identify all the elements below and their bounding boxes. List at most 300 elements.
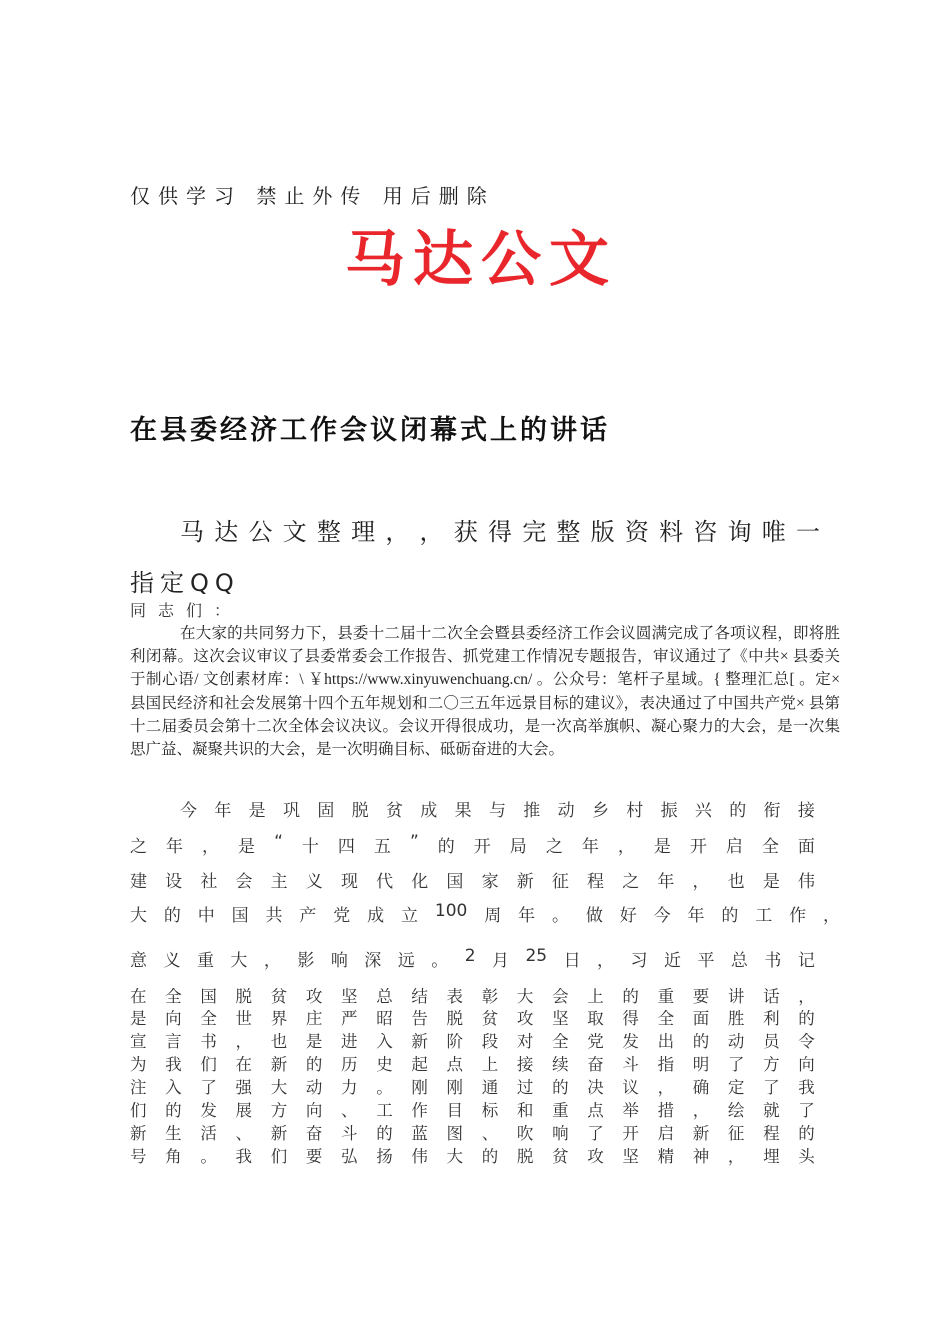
glyph: 伟 (411, 1147, 428, 1166)
glyph: 举 (622, 1101, 639, 1120)
glyph: 响 (552, 1124, 569, 1143)
glyph: 伟 (797, 872, 815, 892)
glyph: ， (657, 1078, 675, 1097)
glyph: 脱 (351, 801, 369, 821)
glyph: 的 (376, 1124, 393, 1143)
glyph: 共 (265, 906, 283, 926)
glyph: 的 (552, 1078, 569, 1097)
glyph: 达 (214, 518, 239, 546)
glyph: 成 (420, 801, 438, 821)
glyph: 推 (523, 801, 541, 821)
glyph: 现 (340, 872, 358, 892)
glyph: 完 (522, 518, 547, 546)
glyph: 之 (622, 872, 640, 892)
glyph: 续 (552, 1055, 569, 1074)
glyph: ， (597, 951, 615, 971)
glyph: ， (419, 518, 444, 546)
glyph: 的 (798, 1009, 815, 1028)
glyph: 脱 (235, 987, 253, 1006)
glyph: 员 (763, 1032, 780, 1051)
glyph: 全 (200, 1009, 217, 1028)
glyph: 十 (301, 837, 319, 857)
glyph: 是 (248, 801, 266, 821)
glyph: 、 (235, 1124, 253, 1143)
glyph: 书 (764, 951, 782, 971)
glyph: 们 (200, 1055, 217, 1074)
glyph: 是 (762, 872, 780, 892)
glyph: 刚 (446, 1078, 464, 1097)
glyph: 全 (552, 1032, 569, 1051)
glyph: 立 (401, 906, 418, 926)
glyph: 目 (446, 1101, 464, 1120)
glyph: 严 (341, 1009, 358, 1028)
glyph: 脱 (516, 1147, 534, 1166)
glyph: 的 (437, 837, 455, 857)
glyph: 询 (727, 518, 752, 546)
glyph: 启 (725, 837, 743, 857)
glyph: 咨 (693, 518, 718, 546)
glyph: 定 (727, 1078, 745, 1097)
glyph: 攻 (587, 1147, 604, 1166)
glyph: 就 (763, 1101, 780, 1120)
glyph: 固 (317, 801, 335, 821)
glyph: 影 (297, 951, 315, 971)
glyph: 向 (305, 1101, 323, 1120)
glyph: 程 (763, 1124, 780, 1143)
glyph: 开 (473, 837, 491, 857)
glyph: 村 (626, 801, 644, 821)
glyph: 了 (587, 1124, 604, 1143)
glyph: 力 (341, 1078, 358, 1097)
glyph: 党 (587, 1032, 604, 1051)
glyph: ” (409, 832, 419, 852)
body-line-6 (130, 983, 815, 1007)
glyph: 扬 (376, 1147, 393, 1166)
glyph: 阶 (446, 1032, 464, 1051)
glyph: 了 (727, 1055, 745, 1074)
glyph: 向 (798, 1055, 815, 1074)
glyph: 对 (516, 1032, 534, 1051)
glyph: 党 (333, 906, 351, 926)
glyph: 新 (692, 1124, 710, 1143)
glyph: 贫 (270, 987, 288, 1006)
glyph: 的 (721, 906, 739, 926)
glyph: 唯 (761, 518, 786, 546)
glyph: 全 (657, 1009, 675, 1028)
glyph: 今 (180, 801, 197, 821)
glyph: 吹 (516, 1124, 534, 1143)
glyph: 言 (165, 1032, 182, 1051)
glyph: 面 (797, 837, 815, 857)
glyph: 工 (755, 906, 773, 926)
glyph: 周 (484, 906, 502, 926)
glyph: 入 (165, 1078, 182, 1097)
glyph: 也 (270, 1032, 288, 1051)
glyph: 全 (761, 837, 779, 857)
glyph: 大 (270, 1078, 288, 1097)
glyph: 、 (341, 1101, 358, 1120)
glyph: ， (798, 987, 815, 1006)
glyph: 好 (619, 906, 637, 926)
glyph: 全 (165, 987, 182, 1006)
glyph: 发 (622, 1032, 639, 1051)
brand-title: 马达公文 (345, 225, 617, 295)
glyph: 工 (376, 1101, 393, 1120)
glyph: 公 (248, 518, 273, 546)
glyph: 昭 (376, 1009, 393, 1028)
glyph: 措 (657, 1101, 675, 1120)
glyph: 面 (692, 1009, 710, 1028)
body-line-10 (130, 1074, 815, 1098)
glyph: 局 (509, 837, 527, 857)
glyph: 国 (200, 987, 217, 1006)
glyph: 攻 (305, 987, 323, 1006)
body-line-5 (130, 946, 815, 971)
glyph: 的 (165, 1101, 182, 1120)
glyph: 动 (305, 1078, 323, 1097)
glyph: 书 (200, 1032, 217, 1051)
glyph: 国 (231, 906, 249, 926)
glyph: 世 (235, 1009, 253, 1028)
glyph: 令 (798, 1032, 815, 1051)
glyph: 建 (130, 872, 147, 892)
glyph: ， (617, 837, 635, 857)
glyph: 年 (166, 837, 184, 857)
glyph: 历 (341, 1055, 358, 1074)
glyph: 贫 (552, 1147, 569, 1166)
glyph: 主 (270, 872, 288, 892)
glyph: 五 (373, 837, 391, 857)
glyph: 国 (446, 872, 464, 892)
glyph: 一 (795, 518, 820, 546)
glyph: 作 (411, 1101, 428, 1120)
glyph: 代 (376, 872, 394, 892)
glyph: 总 (730, 951, 748, 971)
body-line-9 (130, 1051, 815, 1075)
glyph: 坚 (341, 987, 358, 1006)
glyph: 贫 (481, 1009, 499, 1028)
glyph: 衔 (763, 801, 781, 821)
glyph: ， (385, 518, 410, 546)
glyph: 坚 (622, 1147, 639, 1166)
glyph: 的 (798, 1124, 815, 1143)
glyph: 进 (341, 1032, 358, 1051)
glyph: 巩 (282, 801, 300, 821)
glyph: 我 (165, 1055, 182, 1074)
glyph: 活 (200, 1124, 217, 1143)
glyph: 意 (130, 951, 147, 971)
glyph: 神 (692, 1147, 710, 1166)
glyph: 远 (397, 951, 415, 971)
glyph: 社 (200, 872, 218, 892)
glyph: 征 (551, 872, 569, 892)
glyph: 蓝 (411, 1124, 428, 1143)
glyph: 要 (692, 987, 710, 1006)
glyph: 刚 (411, 1078, 428, 1097)
glyph: 新 (270, 1124, 288, 1143)
body-line-11 (130, 1097, 815, 1121)
glyph: 头 (798, 1147, 815, 1166)
glyph: 开 (689, 837, 707, 857)
glyph: “ (274, 832, 283, 852)
glyph: 生 (165, 1124, 182, 1143)
glyph: ， (822, 906, 840, 926)
glyph: 话 (763, 987, 780, 1006)
glyph: 展 (235, 1101, 253, 1120)
glyph: 大 (230, 951, 248, 971)
glyph: 决 (587, 1078, 604, 1097)
glyph: 整 (316, 518, 341, 546)
body-line-13 (130, 1143, 815, 1167)
glyph: 是 (653, 837, 671, 857)
salutation: 同志们： (130, 601, 243, 620)
glyph: 家 (481, 872, 499, 892)
glyph: 100 (434, 901, 468, 921)
glyph: 我 (235, 1147, 253, 1166)
glyph: 理 (351, 518, 376, 546)
glyph: 入 (376, 1032, 393, 1051)
glyph: 产 (299, 906, 317, 926)
glyph: 指 (657, 1055, 675, 1074)
glyph: 史 (376, 1055, 393, 1074)
glyph: 大 (130, 906, 147, 926)
body-line-12 (130, 1120, 815, 1144)
glyph: 得 (487, 518, 512, 546)
glyph: 重 (552, 1101, 569, 1120)
glyph: 是 (305, 1032, 323, 1051)
glyph: 点 (587, 1101, 604, 1120)
glyph: 们 (270, 1147, 288, 1166)
glyph: 点 (446, 1055, 464, 1074)
glyph: 了 (763, 1078, 780, 1097)
glyph: 起 (411, 1055, 428, 1074)
glyph: 了 (200, 1078, 217, 1097)
glyph: 日 (563, 951, 581, 971)
glyph: 弘 (341, 1147, 358, 1166)
glyph: 斗 (622, 1055, 639, 1074)
glyph: 大 (446, 1147, 464, 1166)
glyph: 料 (659, 518, 684, 546)
glyph: ， (263, 951, 281, 971)
glyph: 是 (130, 1009, 147, 1028)
glyph: 向 (165, 1009, 182, 1028)
glyph: 讲 (727, 987, 745, 1006)
glyph: 和 (516, 1101, 534, 1120)
glyph: 接 (516, 1055, 534, 1074)
glyph: 之 (545, 837, 563, 857)
glyph: 之 (130, 837, 147, 857)
glyph: 年 (214, 801, 232, 821)
glyph: 过 (516, 1078, 534, 1097)
glyph: 的 (622, 987, 639, 1006)
glyph: 取 (587, 1009, 604, 1028)
glyph: 化 (411, 872, 429, 892)
glyph: 动 (557, 801, 575, 821)
glyph: 号 (130, 1147, 147, 1166)
glyph: 宣 (130, 1032, 147, 1051)
glyph: 新 (411, 1032, 428, 1051)
glyph: 方 (763, 1055, 780, 1074)
body-line-3 (130, 867, 815, 892)
glyph: 利 (763, 1009, 780, 1028)
glyph: 重 (196, 951, 214, 971)
glyph: 新 (130, 1124, 147, 1143)
glyph: 2 (464, 946, 476, 966)
glyph: 平 (697, 951, 715, 971)
glyph: 注 (130, 1078, 147, 1097)
glyph: ， (202, 837, 220, 857)
glyph: 坚 (552, 1009, 569, 1028)
glyph: 的 (729, 801, 747, 821)
glyph: 动 (727, 1032, 745, 1051)
glyph: 也 (727, 872, 745, 892)
glyph: 斗 (341, 1124, 358, 1143)
body-line-2 (130, 832, 815, 857)
glyph: 年 (518, 906, 536, 926)
glyph: 设 (165, 872, 183, 892)
glyph: 奋 (587, 1055, 604, 1074)
glyph: 在 (235, 1055, 253, 1074)
glyph: 告 (411, 1009, 428, 1028)
glyph: 发 (200, 1101, 217, 1120)
glyph: 上 (587, 987, 604, 1006)
glyph: 月 (491, 951, 509, 971)
glyph: 界 (270, 1009, 288, 1028)
lead-line-1 (180, 512, 820, 547)
glyph: 们 (130, 1101, 147, 1120)
glyph: 贫 (385, 801, 403, 821)
glyph: 强 (235, 1078, 253, 1097)
glyph: 脱 (446, 1009, 464, 1028)
glyph: 新 (516, 872, 534, 892)
glyph: 议 (622, 1078, 639, 1097)
glyph: 出 (657, 1032, 675, 1051)
glyph: 新 (270, 1055, 288, 1074)
glyph: 。 (431, 951, 449, 971)
glyph: 义 (305, 872, 323, 892)
glyph: 的 (481, 1147, 499, 1166)
glyph: 总 (376, 987, 393, 1006)
lead-line-2: 指定QQ (130, 569, 240, 597)
glyph: 要 (305, 1147, 323, 1166)
glyph: 习 (630, 951, 648, 971)
glyph: 程 (587, 872, 605, 892)
glyph: 征 (727, 1124, 745, 1143)
glyph: 与 (488, 801, 506, 821)
glyph: 记 (797, 951, 815, 971)
glyph: 的 (305, 1055, 323, 1074)
glyph: 年 (657, 872, 675, 892)
glyph: 资 (624, 518, 649, 546)
glyph: 得 (622, 1009, 639, 1028)
glyph: 近 (663, 951, 681, 971)
glyph: 重 (657, 987, 675, 1006)
glyph: 会 (552, 987, 569, 1006)
paragraph-opening: 在大家的共同努力下，县委十二届十二次全会暨县委经济工作会议圆满完成了各项议程，即将胜利闭幕。这次会议审议了县委常委会工作报告、抓党建工作情况专题报告，审议通过了《中共× 县委关于制心语/ 文创素材库：\ ￥https://www.xinyuwenchuang.cn/ 。公众号：笔杆子星域。{ 整理汇总[ 。定× 县国民经济和社会发展第十四个五年规划和二〇三五年远景目标的建议》，表决通过了中国共产党× 县第十二届委员会第十二次全体会议决议。会议开得很成功，是一次高举旗帜、凝心聚力的大会，是一次集思广益、凝聚共识的大会，是一次明确目标、砥砺奋进的大会。 (130, 625, 840, 759)
glyph: 今 (653, 906, 671, 926)
glyph: ， (692, 1101, 710, 1120)
glyph: ， (692, 872, 710, 892)
usage-notice: 仅供学习 禁止外传 用后删除 (130, 184, 495, 208)
body-line-1 (180, 796, 815, 821)
glyph: 文 (282, 518, 307, 546)
glyph: 年 (687, 906, 705, 926)
glyph: 结 (411, 987, 428, 1006)
glyph: 的 (163, 906, 181, 926)
glyph: ， (235, 1032, 253, 1051)
glyph: 版 (590, 518, 615, 546)
glyph: 。 (551, 906, 569, 926)
glyph: 作 (789, 906, 807, 926)
body-line-8 (130, 1028, 815, 1052)
glyph: 角 (165, 1147, 182, 1166)
glyph: 中 (197, 906, 215, 926)
document-title: 在县委经济工作会议闭幕式上的讲话 (130, 415, 610, 446)
glyph: 25 (525, 946, 548, 966)
glyph: 的 (692, 1032, 710, 1051)
glyph: 为 (130, 1055, 147, 1074)
glyph: 彰 (481, 987, 499, 1006)
glyph: 深 (364, 951, 382, 971)
glyph: 乡 (591, 801, 609, 821)
glyph: 果 (454, 801, 472, 821)
glyph: 整 (556, 518, 581, 546)
glyph: 了 (798, 1101, 815, 1120)
glyph: 庄 (305, 1009, 323, 1028)
glyph: 段 (481, 1032, 499, 1051)
glyph: 精 (657, 1147, 675, 1166)
body-line-4 (130, 901, 840, 926)
glyph: 是 (238, 837, 256, 857)
glyph: 通 (481, 1078, 499, 1097)
glyph: 标 (481, 1101, 499, 1120)
glyph: 在 (130, 987, 147, 1006)
glyph: 义 (163, 951, 181, 971)
glyph: 会 (235, 872, 253, 892)
glyph: 、 (481, 1124, 499, 1143)
glyph: 奋 (305, 1124, 323, 1143)
glyph: 获 (453, 518, 478, 546)
glyph: 做 (585, 906, 603, 926)
glyph: 表 (446, 987, 464, 1006)
glyph: 马 (180, 518, 204, 546)
glyph: 绘 (727, 1101, 745, 1120)
glyph: 成 (367, 906, 385, 926)
glyph: 图 (446, 1124, 464, 1143)
glyph: 明 (692, 1055, 710, 1074)
glyph: 方 (270, 1101, 288, 1120)
glyph: 胜 (727, 1009, 745, 1028)
glyph: 大 (516, 987, 534, 1006)
glyph: 接 (797, 801, 815, 821)
glyph: 四 (337, 837, 355, 857)
glyph: 攻 (516, 1009, 534, 1028)
glyph: 我 (798, 1078, 815, 1097)
glyph: 上 (481, 1055, 499, 1074)
glyph: 振 (660, 801, 678, 821)
glyph: 兴 (694, 801, 712, 821)
glyph: ， (727, 1147, 745, 1166)
glyph: 埋 (763, 1147, 780, 1166)
glyph: 确 (692, 1078, 710, 1097)
glyph: 启 (657, 1124, 675, 1143)
glyph: 响 (330, 951, 348, 971)
glyph: 。 (200, 1147, 217, 1166)
glyph: 开 (622, 1124, 639, 1143)
body-line-7 (130, 1005, 815, 1029)
glyph: 年 (581, 837, 599, 857)
glyph: 。 (376, 1078, 393, 1097)
